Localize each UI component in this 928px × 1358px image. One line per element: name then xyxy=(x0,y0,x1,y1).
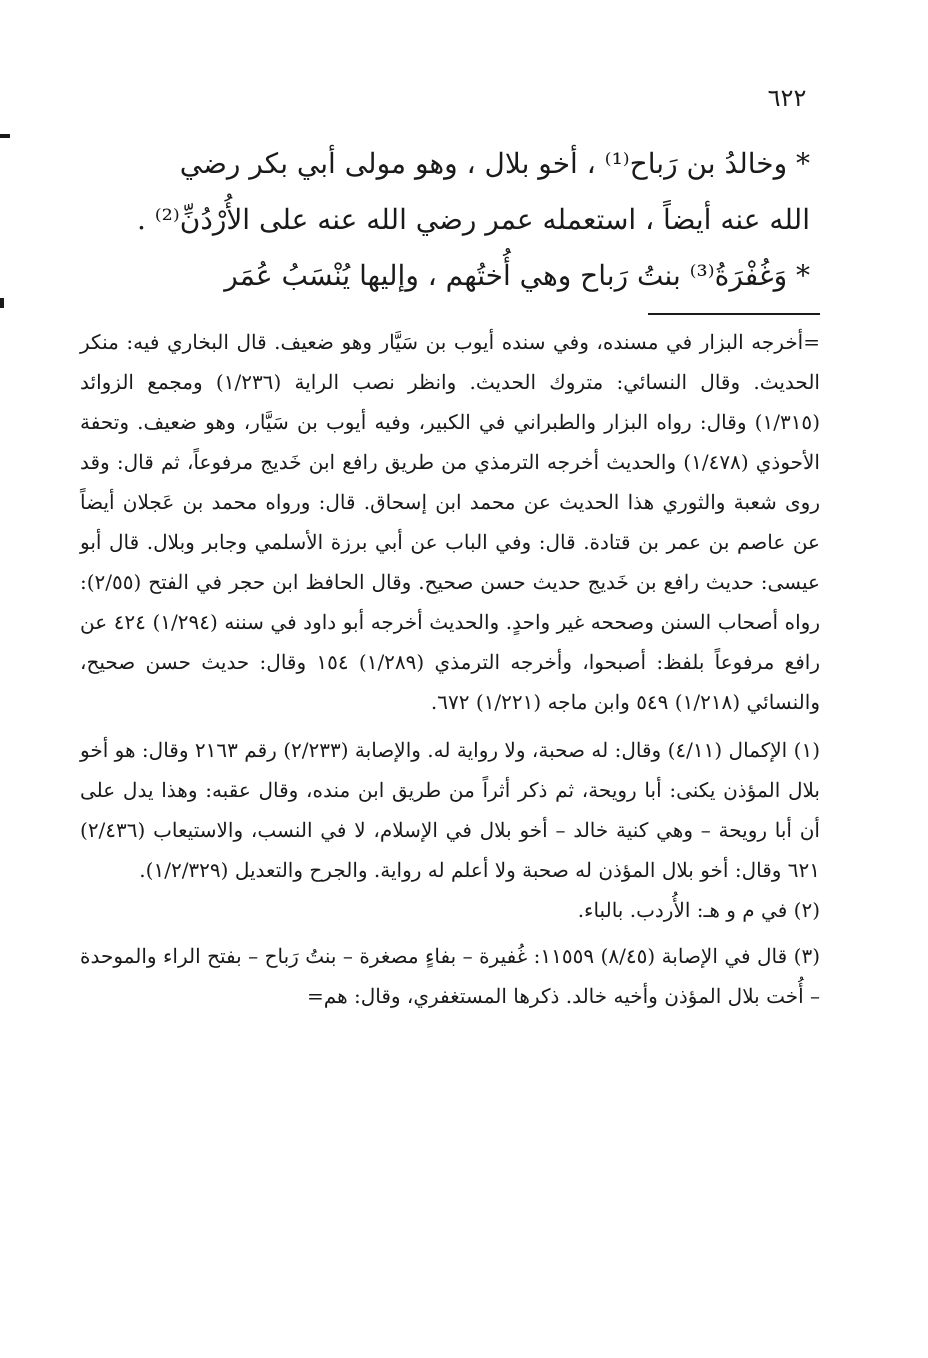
page-number: ٦٢٢ xyxy=(767,84,807,112)
scan-edge-mark xyxy=(0,134,10,138)
footnote-1: (١) الإكمال (٤/١١) وقال: له صحبة، ولا رواية له. والإصابة (٢/٢٣٣) رقم ٢١٦٣ وقال: هو أخو بلال المؤذن يكنى: أبا رويحة، ثم ذكر أثراً من طريق ابن منده، وقال عقبه: وهذا يدل على أن أبا رويحة – وهي كنية خالد – أخو بلال في الإسلام، لا في النسب، والاستيعاب (٢/٤٣٦) ٦٢١ وقال: أخو بلال المؤذن له صحبة ولا أعلم له رواية. والجرح والتعديل (١/٢/٣٢٩). xyxy=(80,738,820,882)
footnote-separator xyxy=(648,313,820,315)
main-text-line: الله عنه أيضاً ، استعمله عمر رضي الله عنه على الأُرْدُنِّ⁽²⁾ . xyxy=(136,203,810,236)
footnote-2: (٢) في م و هـ: الأُردب. بالباء. xyxy=(577,898,820,922)
continued-footnote: =أخرجه البزار في مسنده، وفي سنده أيوب بن سَيَّار وهو ضعيف. قال البخاري فيه: منكر الحديث. وقال النسائي: متروك الحديث. وانظر نصب الراية (١/٢٣٦) ومجمع الزوائد (١/٣١٥) وقال: رواه البزار والطبراني في الكبير، وفيه أيوب بن سَيَّار، وهو ضعيف. وتحفة الأحوذي (١/٤٧٨) والحديث أخرجه الترمذي من طريق رافع ابن خَديج مرفوعاً، ثم قال: وقد روى شعبة والثوري هذا الحديث عن محمد ابن إسحاق. قال: ورواه محمد بن عَجلان أيضاً عن عاصم بن عمر بن قتادة. قال: وفي الباب عن أبي برزة الأسلمي وجابر وبلال. قال أبو عيسى: حديث رافع بن خَديج حديث حسن صحيح. وقال الحافظ ابن حجر في الفتح (٢/٥٥): رواه أصحاب السنن وصححه غير واحدٍ. والحديث أخرجه أبو داود في سننه (١/٢٩٤) ٤٢٤ عن رافع مرفوعاً بلفظ: أصبحوا، وأخرجه الترمذي (١/٢٨٩) ١٥٤ وقال: حديث حسن صحيح، والنسائي (١/٢١٨) ٥٤٩ وابن ماجه (١/٢٢١) ٦٧٢. xyxy=(80,330,820,714)
main-text-line: * وَغُفْرَةُ⁽³⁾ بنتُ رَباح وهي أُختُهم ، وإليها يُنْسَبُ عُمَر xyxy=(224,259,810,292)
main-text xyxy=(80,136,810,304)
footnotes-section xyxy=(80,322,820,1016)
scan-edge-dot xyxy=(0,298,4,308)
footnote-3: (٣) قال في الإصابة (٨/٤٥) ١١٥٥٩: غُفيرة – بفاءٍ مصغرة – بنتُ رَباح – بفتح الراء والموحدة – أُخت بلال المؤذن وأخيه خالد. ذكرها المستغفري، وقال: هم= xyxy=(80,944,820,1008)
main-text-line: * وخالدُ بن رَباح⁽¹⁾ ، أخو بلال ، وهو مولى أبي بكر رضي xyxy=(179,147,810,180)
